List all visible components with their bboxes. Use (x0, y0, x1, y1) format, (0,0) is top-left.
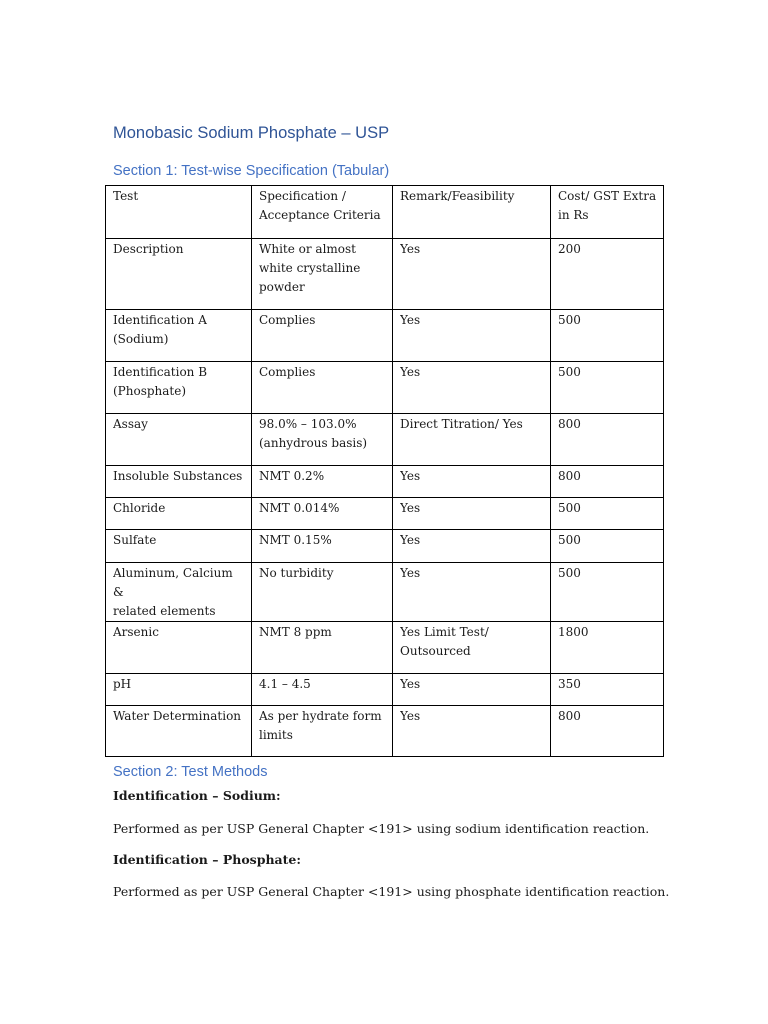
cell-remark: Yes (393, 530, 551, 563)
cell-cost: 350 (551, 674, 664, 706)
section2-heading: Section 2: Test Methods (113, 764, 268, 780)
table-header-row (106, 186, 664, 239)
header-cell-remark: Remark/Feasibility (393, 186, 551, 239)
cell-cost: 200 (551, 239, 664, 310)
cell-test: Identification B (Phosphate) (106, 362, 252, 414)
cell-remark: Direct Titration/ Yes (393, 414, 551, 466)
cell-specification: White or almost white crystalline powder (252, 239, 393, 310)
table-row (106, 414, 664, 466)
cell-remark: Yes (393, 706, 551, 757)
method-text-sodium: Performed as per USP General Chapter <191> using sodium identification reaction. (113, 821, 650, 836)
table-row (106, 706, 664, 757)
cell-specification: NMT 0.014% (252, 498, 393, 530)
table-row (106, 622, 664, 674)
cell-cost: 500 (551, 530, 664, 563)
cell-specification: NMT 8 ppm (252, 622, 393, 674)
cell-test: Arsenic (106, 622, 252, 674)
cell-cost: 1800 (551, 622, 664, 674)
cell-test: Sulfate (106, 530, 252, 563)
cell-specification: 4.1 – 4.5 (252, 674, 393, 706)
cell-cost: 500 (551, 310, 664, 362)
table-row (106, 563, 664, 622)
header-cell-cost: Cost/ GST Extra in Rs (551, 186, 664, 239)
cell-specification: 98.0% – 103.0% (anhydrous basis) (252, 414, 393, 466)
cell-test: Chloride (106, 498, 252, 530)
method-heading-phosphate: Identification – Phosphate: (113, 852, 301, 867)
specification-table-body (106, 186, 664, 757)
table-row (106, 310, 664, 362)
table-row (106, 530, 664, 563)
header-cell-test: Test (106, 186, 252, 239)
cell-specification: NMT 0.2% (252, 466, 393, 498)
cell-remark: Yes (393, 674, 551, 706)
method-text-phosphate: Performed as per USP General Chapter <191> using phosphate identification reaction. (113, 884, 670, 899)
section1-heading: Section 1: Test-wise Specification (Tabular) (113, 163, 390, 179)
cell-test: pH (106, 674, 252, 706)
cell-remark: Yes Limit Test/ Outsourced (393, 622, 551, 674)
cell-specification: No turbidity (252, 563, 393, 622)
cell-cost: 500 (551, 563, 664, 622)
method-heading-sodium: Identification – Sodium: (113, 788, 281, 803)
cell-test: Water Determination (106, 706, 252, 757)
cell-test: Description (106, 239, 252, 310)
cell-specification: Complies (252, 362, 393, 414)
table-row (106, 239, 664, 310)
cell-specification: Complies (252, 310, 393, 362)
cell-remark: Yes (393, 498, 551, 530)
cell-test: Insoluble Substances (106, 466, 252, 498)
cell-cost: 800 (551, 706, 664, 757)
cell-test: Assay (106, 414, 252, 466)
cell-cost: 500 (551, 362, 664, 414)
cell-remark: Yes (393, 239, 551, 310)
cell-specification: As per hydrate form limits (252, 706, 393, 757)
table-row (106, 466, 664, 498)
cell-remark: Yes (393, 310, 551, 362)
cell-remark: Yes (393, 563, 551, 622)
table-row (106, 674, 664, 706)
cell-remark: Yes (393, 466, 551, 498)
cell-test: Identification A (Sodium) (106, 310, 252, 362)
document-title: Monobasic Sodium Phosphate – USP (113, 124, 390, 142)
table-row (106, 362, 664, 414)
cell-cost: 800 (551, 466, 664, 498)
cell-cost: 800 (551, 414, 664, 466)
table-row (106, 498, 664, 530)
header-cell-specification: Specification / Acceptance Criteria (252, 186, 393, 239)
specification-table (105, 185, 664, 757)
cell-test: Aluminum, Calcium & related elements (106, 563, 252, 622)
cell-remark: Yes (393, 362, 551, 414)
cell-cost: 500 (551, 498, 664, 530)
cell-specification: NMT 0.15% (252, 530, 393, 563)
